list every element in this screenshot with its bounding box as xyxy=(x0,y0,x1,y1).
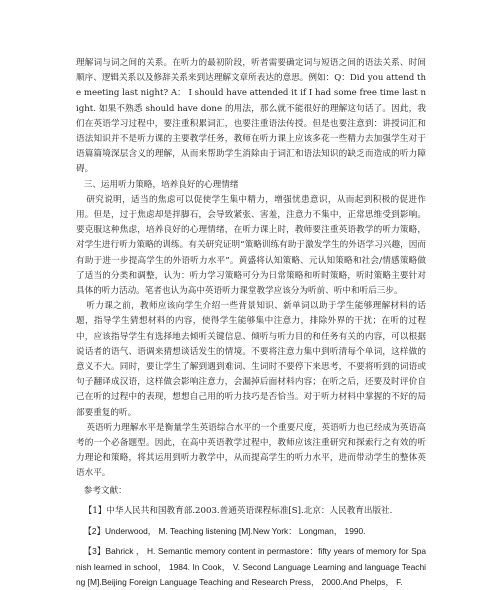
reference-item-1: 【1】中华人民共和国教育部.2003.普通英语课程标准[S].北京：人民教育出版社. xyxy=(83,505,393,516)
paragraph-conclusion: 英语听力理解水平是衡量学生英语综合水平的一个重要尺度，英语听力也已经成为英语高考的一个必备题型。因此，在高中英语教学过程中，教师应该注重研究和探索行之有效的听力理论和策略，将其运用到听力教学中，从而提高学生的听力水平，进而带动学生的整体英语水平。 xyxy=(76,422,426,479)
reference-item-3: 【3】Bahrick ， H. Semantic memory content in permastore：fifty years of memory for Spanish learned in school， 1984. In Cook， V. Second Language Learning and language Teaching [M].Beijing Foreign Language Teaching and Research Press， 2000.And Phelps， F. xyxy=(76,546,426,587)
references-title: 参考文献： xyxy=(83,485,127,496)
section-heading-listening-strategy: 三、运用听力策略，培养良好的心理情绪 xyxy=(83,179,239,190)
paragraph-anxiety-strategy: 研究说明，适当的焦虑可以促使学生集中精力，增强忧患意识，从而起到积极的促进作用。但是，过于焦虑却是拌脚石，会导致紧张、害羞，注意力不集中，正常思维受到影响。要克服这种焦虑，培养良好的心理情绪，在听力课上时，教师要注重英语教学的听力策略，对学生进行听力策略的训练。有关研究证明“策略训练有助于激发学生的外语学习兴趣，因而有助于进一步提高学生的外语听力水平”。黄盛将认知策略、元认知策略和社会/情感策略做了适当的分类和调整，认为：听力学习策略可分为日常策略和听时策略，听时策略主要针对具体的听力活动。笔者也认为高中英语听力课堂教学应该分为听前、听中和听后三步。 xyxy=(76,194,426,297)
paragraph-vocabulary-grammar: 理解词与词之间的关系。在听力的最初阶段，听者需要确定词与短语之间的语法关系、时间顺序、逻辑关系以及修辞关系来到达理解文章所表达的意思。例如：Q：Did you attend the meeting last night? A： I should have attended it if I had some free time last night. 如果不熟悉 should have done 的用法，那么就不能很好的理解这句话了。因此，我们在英语学习过程中，要注重积累词汇，也要注重语法传授。但是也要注意到：讲授词汇和语法知识并不是听力课的主要教学任务，教师在听力课上应该多花一些精力去加强学生对于语篇篇境深层含义的理解，从而来帮助学生消除由于词汇和语法知识的缺乏而造成的听力障碍。 xyxy=(76,58,426,175)
paragraph-before-during-after: 听力课之前，教师应该向学生介绍一些背景知识、新单词以助于学生能够理解材料的话题，指导学生猜想材料的内容，使得学生能够集中注意力，排除外界的干扰；在听的过程中，应该指导学生有选择地去倾听关键信息、倾听与听力目的和任务有关的内容，可以根据说话者的语气、语调来猜想谈话发生的情境。不要将注意力集中到听清每个单词，这样做的意义不大。同时，要让学生了解到遇到难词、生词时不要停下来思考，不要将听到的词语或句子翻译成汉语，这样做会影响注意力，会漏掉后面材料内容；在听之后，还要及时评价自己在听的过程中的表现，想想自己用的听力技巧是否恰当。对于听力材料中掌握的不好的局部要重复的听。 xyxy=(76,301,426,418)
article-body xyxy=(76,56,426,590)
reference-item-2: 【2】Underwood， M. Teaching listening [M].New York： Longman， 1990. xyxy=(83,526,366,537)
